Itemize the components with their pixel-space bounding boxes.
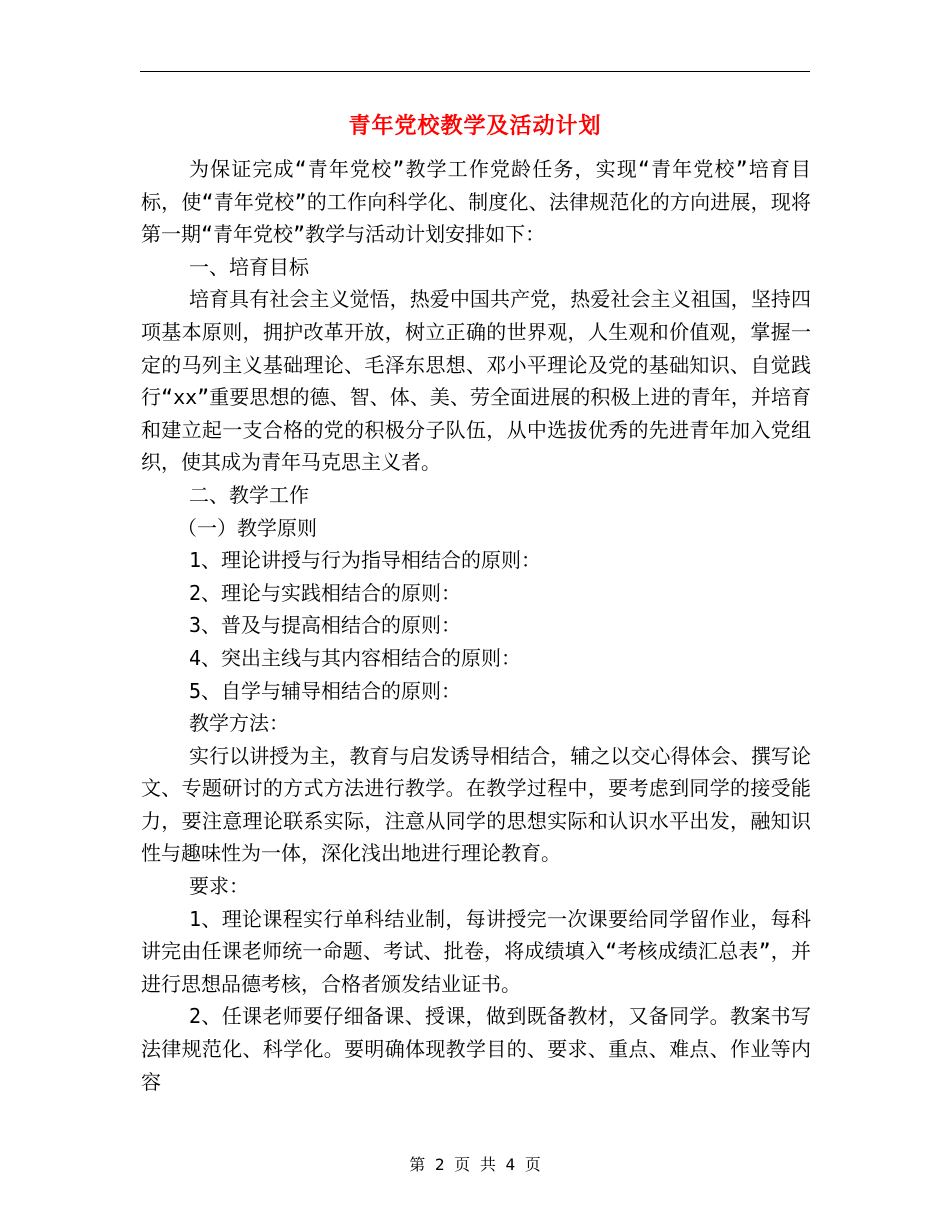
paragraph-teaching-method: 实行以讲授为主，教育与启发诱导相结合，辅之以交心得体会、撰写论文、专题研讨的方式方法进行教学。在教学过程中，要考虑到同学的接受能力，要注意理论联系实际，注意从同学的思想实际和认识水平出发，融知识性与趣味性为一体，深化浅出地进行理论教育。 (141, 743, 811, 866)
document-body (141, 153, 811, 1098)
paragraph-training-goal: 培育具有社会主义觉悟，热爱中国共产党，热爱社会主义祖国，坚持四项基本原则，拥护改革开放，树立正确的世界观，人生观和价值观，掌握一定的马列主义基础理论、毛泽东思想、邓小平理论及党的基础知识、自觉践行“xx”重要思想的德、智、体、美、劳全面进展的积极上进的青年，并培育和建立起一支合格的党的积极分子队伍，从中选拔优秀的先进青年加入党组织，使其成为青年马克思主义者。 (141, 287, 811, 475)
heading-teaching-principles: （一）教学原则 (177, 515, 317, 540)
page-number: 第 2 页 共 4 页 (409, 1155, 541, 1174)
principle-item: 1、理论讲授与行为指导相结合的原则： (189, 548, 542, 573)
document-title: 青年党校教学及活动计划 (348, 113, 602, 139)
heading-teaching-method: 教学方法： (189, 711, 289, 736)
principle-item: 5、自学与辅导相结合的原则： (189, 678, 462, 703)
principle-item: 4、突出主线与其内容相结合的原则： (189, 645, 522, 670)
requirement-item: 2、任课老师要仔细备课、授课，做到既备教材，又备同学。教案书写法律规范化、科学化。要明确体现教学目的、要求、重点、难点、作业等内容 (141, 1004, 811, 1094)
heading-training-goal: 一、培育目标 (189, 254, 309, 279)
page-footer (0, 1153, 950, 1177)
principle-item: 2、理论与实践相结合的原则： (189, 580, 462, 605)
heading-teaching-work: 二、教学工作 (189, 482, 309, 507)
header-rule (140, 71, 810, 72)
principle-item: 3、普及与提高相结合的原则： (189, 613, 462, 638)
heading-requirements: 要求： (189, 874, 249, 899)
paragraph-intro: 为保证完成“青年党校”教学工作党龄任务，实现“青年党校”培育目标，使“青年党校”的工作向科学化、制度化、法律规范化的方向进展，现将第一期“青年党校”教学与活动计划安排如下： (141, 157, 811, 247)
requirement-item: 1、理论课程实行单科结业制，每讲授完一次课要给同学留作业，每科讲完由任课老师统一命题、考试、批卷，将成绩填入“考核成绩汇总表”，并进行思想品德考核，合格者颁发结业证书。 (141, 906, 811, 996)
